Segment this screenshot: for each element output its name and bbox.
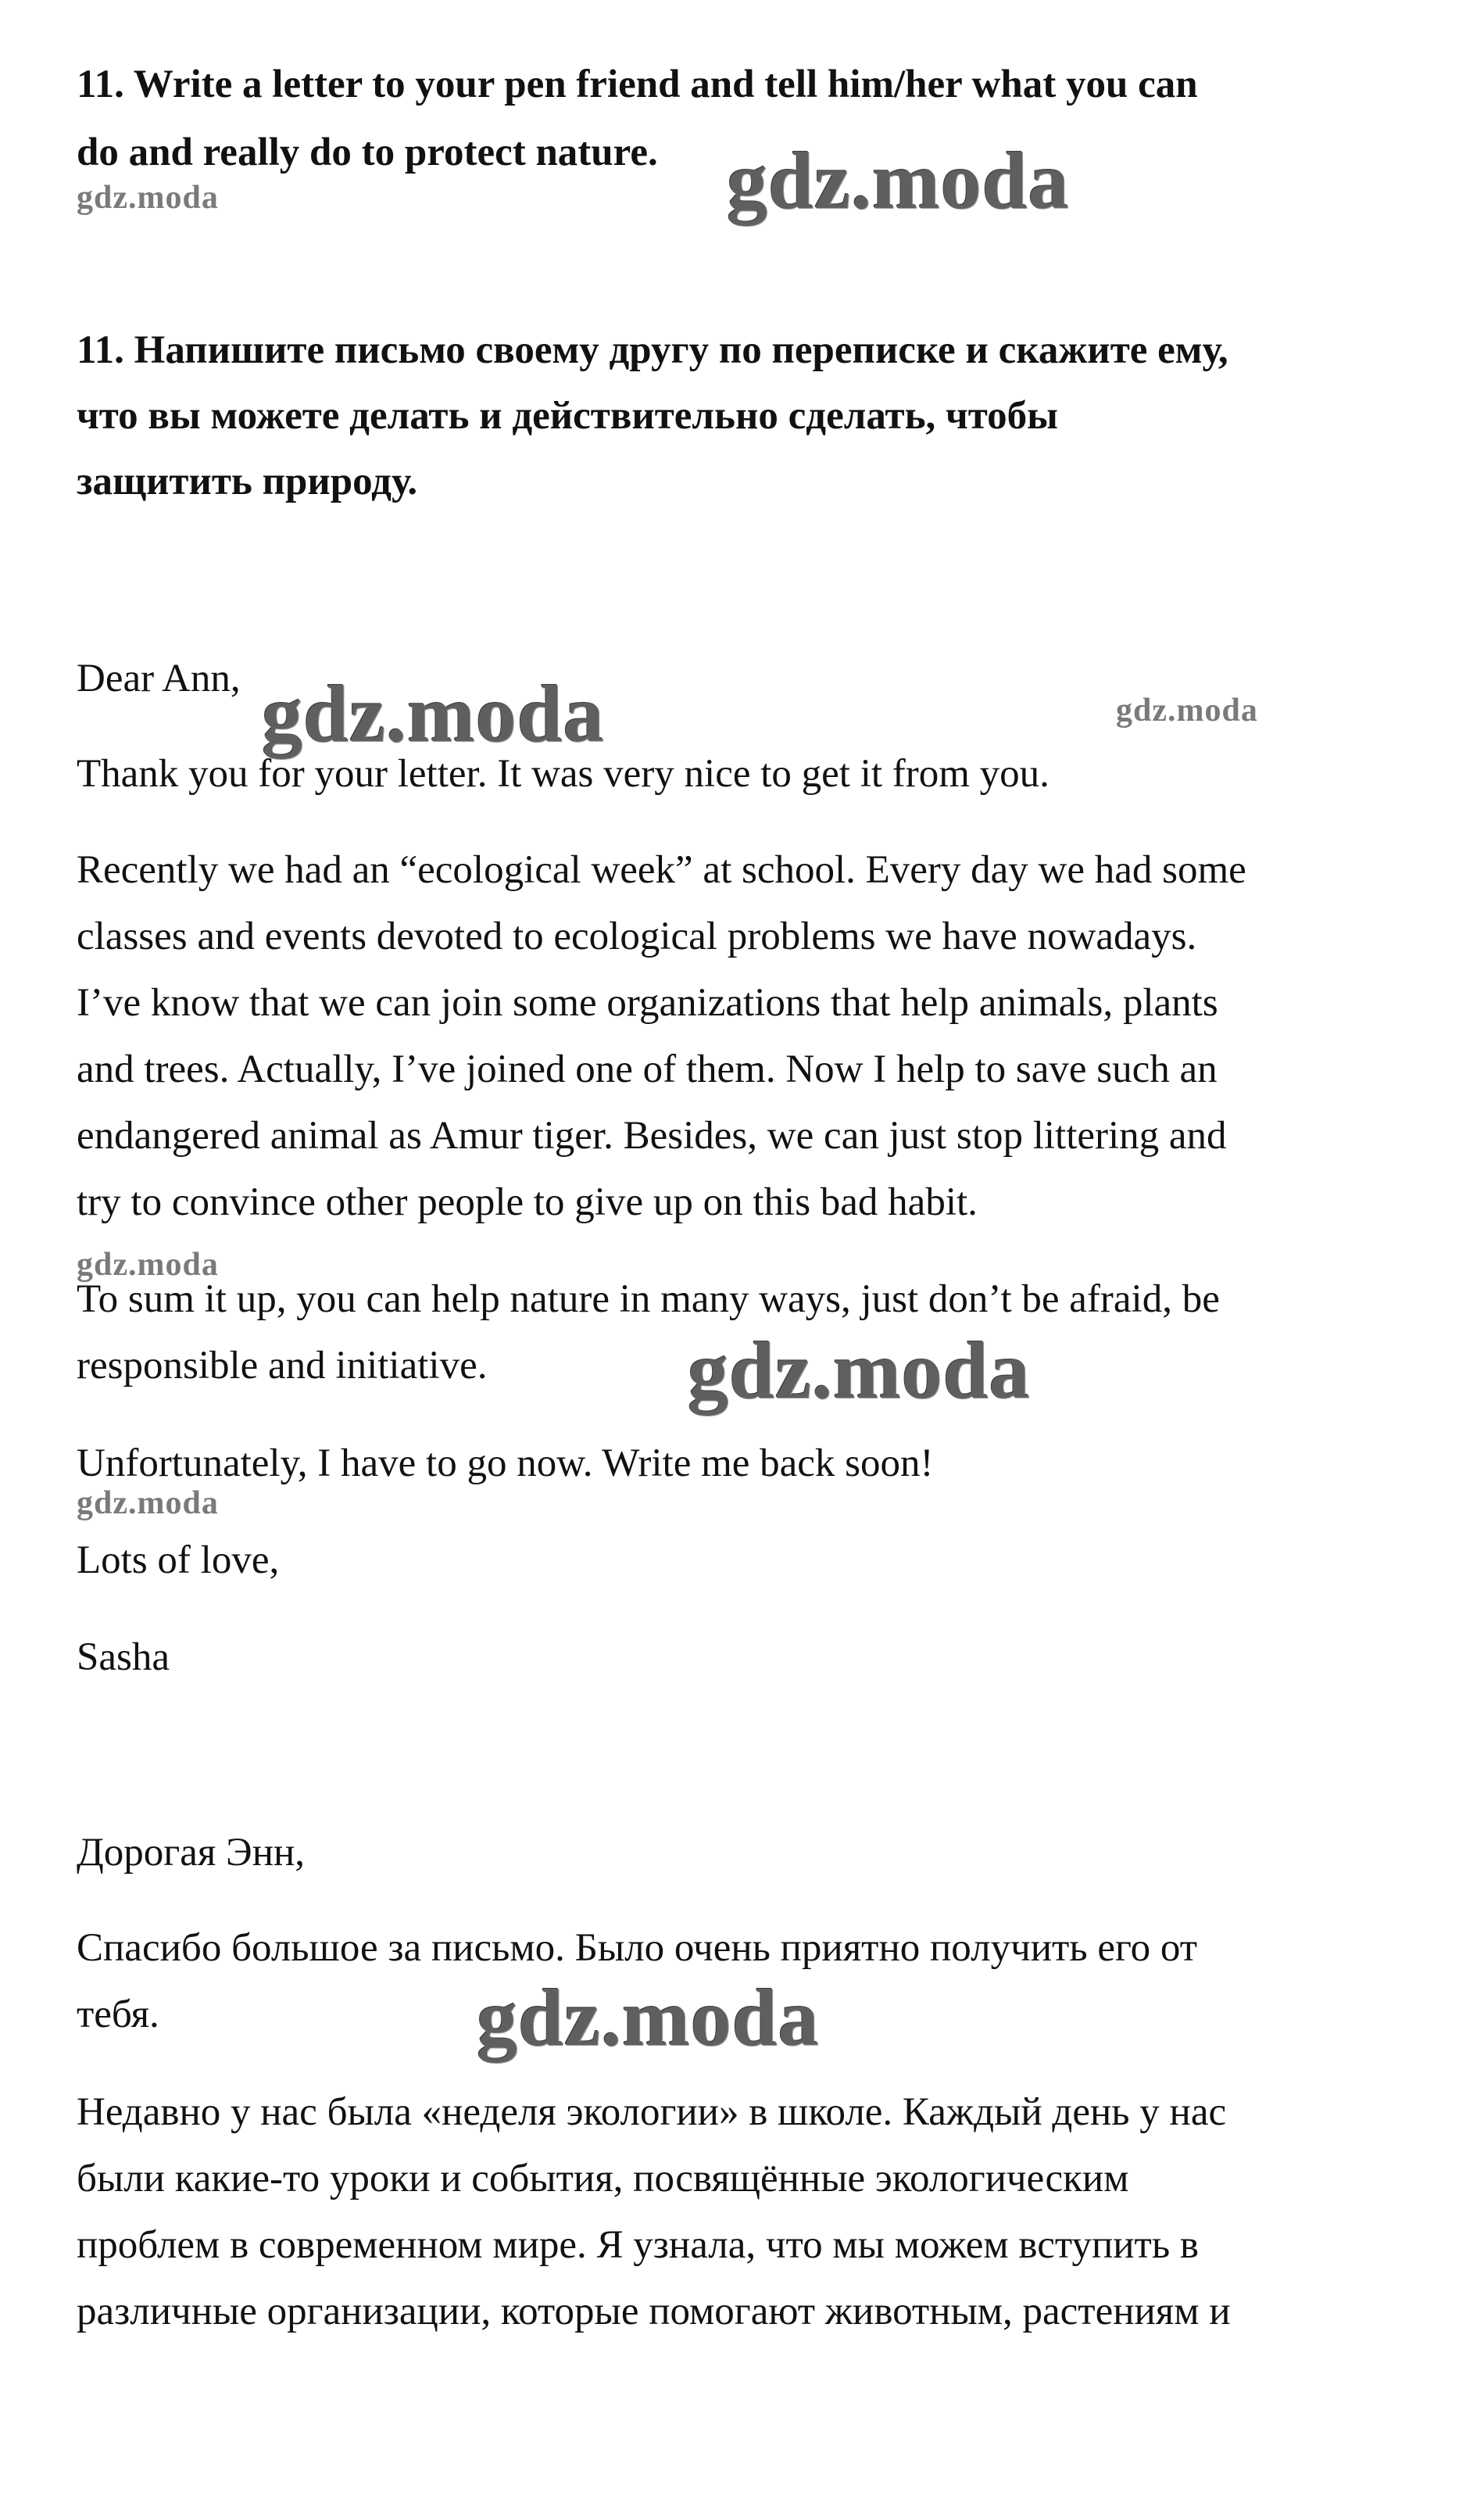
letter-ru-greeting: Дорогая Энн, (77, 1831, 306, 1875)
letter-en-paragraph-4: Unfortunately, I have to go now. Write me back soon! (77, 1441, 934, 1485)
letter-ru-paragraph-2-line-3: проблем в современном мире. Я узнала, что мы можем вступить в (77, 2223, 1199, 2267)
letter-ru-paragraph-1-line-1: Спасибо большое за письмо. Было очень приятно получить его от (77, 1926, 1197, 1970)
letter-ru-paragraph-1-line-2: тебя. (77, 1993, 159, 2036)
task-english-line-2: do and really do to protect nature. (77, 131, 658, 174)
watermark-logo: gdz.moda (727, 136, 1070, 226)
letter-en-paragraph-2-line-1: Recently we had an “ecological week” at school. Every day we had some (77, 848, 1246, 892)
watermark-logo: gdz.moda (477, 1973, 820, 2063)
task-russian-line-1: 11. Напишите письмо своему другу по переписке и скажите ему, (77, 328, 1228, 372)
watermark-logo: gdz.moda (262, 669, 605, 759)
task-russian-line-2: что вы можете делать и действительно сделать, чтобы (77, 394, 1058, 438)
watermark-logo: gdz.moda (77, 180, 219, 216)
letter-en-paragraph-1: Thank you for your letter. It was very nice to get it from you. (77, 752, 1050, 796)
letter-en-paragraph-2-line-2: classes and events devoted to ecological problems we have nowadays. (77, 915, 1197, 958)
letter-en-greeting: Dear Ann, (77, 657, 241, 700)
letter-ru-paragraph-2-line-1: Недавно у нас была «неделя экологии» в школе. Каждый день у нас (77, 2090, 1227, 2134)
task-russian-line-3: защитить природу. (77, 460, 418, 503)
letter-en-paragraph-3-line-1: To sum it up, you can help nature in many ways, just don’t be afraid, be (77, 1277, 1220, 1321)
watermark-logo: gdz.moda (77, 1485, 219, 1521)
letter-en-paragraph-3-line-2: responsible and initiative. (77, 1344, 488, 1388)
watermark-logo: gdz.moda (1116, 693, 1258, 729)
letter-en-paragraph-2-line-5: endangered animal as Amur tiger. Besides, we can just stop littering and (77, 1114, 1227, 1158)
letter-en-paragraph-2-line-6: try to convince other people to give up on this bad habit. (77, 1180, 978, 1224)
watermark-logo: gdz.moda (688, 1326, 1031, 1416)
letter-en-signature: Sasha (77, 1635, 170, 1679)
letter-en-paragraph-2-line-4: and trees. Actually, I’ve joined one of them. Now I help to save such an (77, 1047, 1218, 1091)
watermark-logo: gdz.moda (77, 1247, 219, 1283)
letter-ru-paragraph-2-line-2: были какие-то уроки и события, посвящённые экологическим (77, 2157, 1129, 2200)
letter-ru-paragraph-2-line-4: различные организации, которые помогают животным, растениям и (77, 2290, 1231, 2333)
task-english-line-1: 11. Write a letter to your pen friend and tell him/her what you can (77, 63, 1198, 106)
letter-en-paragraph-2-line-3: I’ve know that we can join some organizations that help animals, plants (77, 981, 1218, 1025)
letter-en-closing: Lots of love, (77, 1538, 280, 1582)
